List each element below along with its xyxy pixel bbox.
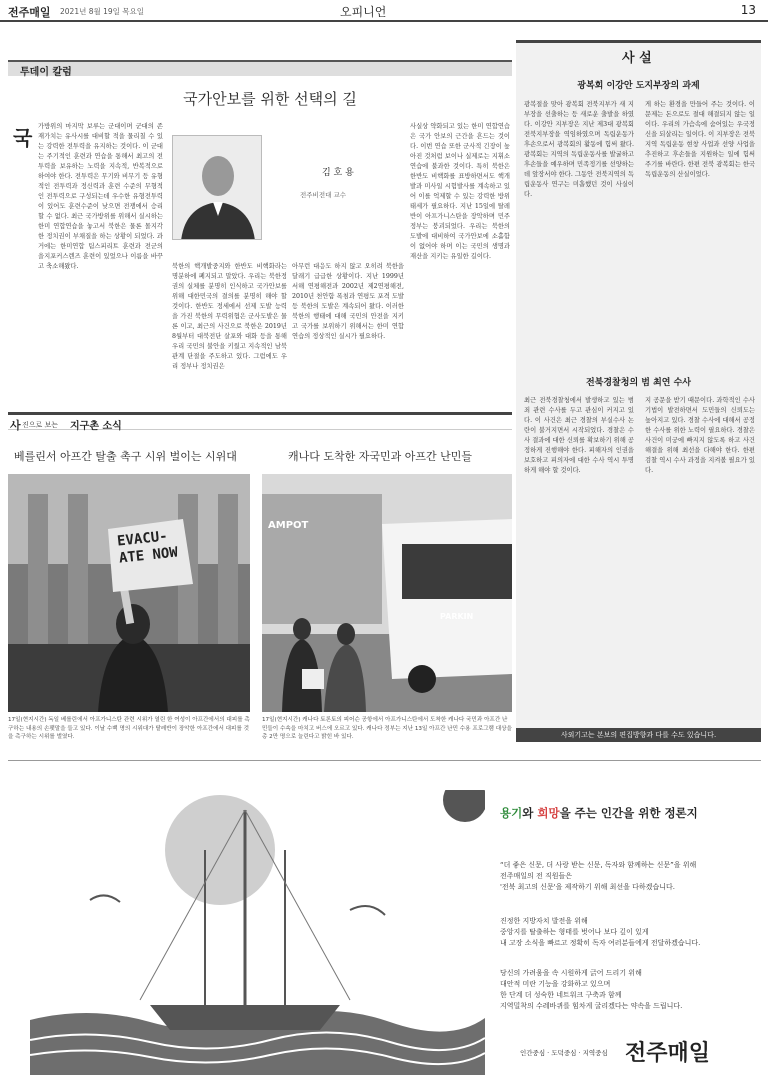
ad-line: '전북 최고의 신문'을 제작하기 위해 최선을 다하겠습니다. bbox=[500, 883, 675, 891]
column-body-col2: 북한의 핵개발중지와 한반도 비핵화라는 명분하에 폐지되고 말았다. 우리는 북한정권의 실체를 분명히 인식하고 국가안보를 위해 대한민국의 결의를 분명히 해야 할 것이다. 한반도 정세에서 선제 도발 능력을 가진 북한의 무력위협은 군사도발은 물론 이고, 최근의 사건으로 북한은 2019년 8월부터 대북전단 살포와 대화 등을 통해 우리 국민의 불안을 키웠고 지속적인 남북관계 단절을 주도하고 있다. 그럼에도 우리 정부나 정치권은 bbox=[172, 263, 287, 370]
column-title: 국가안보를 위한 선택의 길 bbox=[183, 90, 357, 108]
photo-news-tag-initial: 사 bbox=[10, 419, 21, 432]
column-body-col4: 사실상 약화되고 있는 한미 연합연습은 국가 안보의 근간을 흔드는 것이다. 이번 연습 또한 군사적 긴장이 높아진 것처럼 보이나 실제로는 지휘소 연습에 불과한 것이다. 특히 북한은 한반도 비핵화를 표방하면서도 핵개발과 미사일 시험발사를 계속하고 있어 이를 억제할 수 있는 강력한 방위태세가 필요하다. 지난 15일에 탈레반이 아프가니스탄을 장악하며 민주정부는 붕괴되었다. 우리는 북한의 도발에 대비하여 국가안보에 소홀함이 없어야 하며 이는 국민의 생명과 재산을 지키는 유일한 길이다. bbox=[410, 123, 510, 260]
column-tag-label: 투데이 칼럼 bbox=[20, 67, 72, 78]
ad-line: 전주매일의 전 직원들은 bbox=[500, 872, 573, 880]
building-sign-text: AMPOT bbox=[268, 520, 309, 531]
photo-1-headline: 베를린서 아프간 탈출 촉구 시위 벌이는 시위대 bbox=[14, 450, 237, 463]
ad-line: 지역밀착의 수레바퀴를 힘차게 굴리겠다는 약속을 드립니다. bbox=[500, 1002, 683, 1010]
page-number: 13 bbox=[740, 3, 756, 17]
ad-line: 대안적 미란 기능을 강화하고 있으며 bbox=[500, 980, 611, 988]
ad-line: 중앙지를 탈출하는 형태를 벗어나 보다 깊이 있게 bbox=[500, 928, 649, 936]
ad-paragraph-2 bbox=[500, 916, 700, 949]
ad-line: 내 고장 소식을 빠르고 정확히 독자 여러분들에게 전달하겠습니다. bbox=[500, 939, 701, 947]
bus-sign-text: PARKIN bbox=[440, 612, 474, 621]
ad-line: 진정한 지방자치 발전을 위해 bbox=[500, 917, 588, 925]
paper-name: 전주매일 bbox=[8, 6, 51, 19]
editorial-2-col2: 지 공문을 받기 때문이다. 과학적인 수사 기법이 발전하면서 도민들의 신뢰도는 높아지고 있다. 경찰 수사에 대해서 공정한 수사를 위한 노력이 필요하다. 경찰은 사건이 미궁에 빠지지 않도록 하고 사건 해결을 위해 최선을 다해야 한다. 한편 검찰 역시 수사 과정을 지켜볼 필요가 있다. bbox=[645, 397, 755, 474]
column-body-col3: 아무런 대응도 하지 않고 오히려 북한을 달래기 급급한 상황이다. 지난 1999년 서해 연평해전과 2002년 제2연평해전, 2010년 천안함 폭침과 연평도 포격 도발 등 북한의 도발은 계속되어 왔다. 이러한 북한의 행태에 대해 국민의 안전을 지키고 국가를 보위하기 위해서는 한미 연합연습의 정상적인 실시가 필요하다. bbox=[292, 263, 404, 340]
photo-1-caption: 17일(현지시간) 독일 베를린에서 아프가니스탄 관련 시위가 열린 한 여성이 아프간에서의 대피를 촉구하는 내용의 손팻말을 들고 있다. 이날 수백 명의 시위대가 탈레반이 장악한 아프간에서 대피를 것을 촉구하는 시위를 벌였다. bbox=[8, 717, 250, 740]
author-name: 김 호 용 bbox=[322, 168, 354, 178]
ad-brand-logo: 전주매일 bbox=[625, 1041, 711, 1066]
editorial-1-col2: 게 하는 환경을 만들어 주는 것이다. 이 문제는 돈으로도 절대 해결되지 않는 일이다. 우리의 가슴속에 숨어있는 우국정신을 되살리는 일이다. 이 지부장은 전북 지역 독립운동 현창 사업과 선양 사업을 추진하고 후손들을 지원하는 일에 힘써 주기를 바란다. 한편 전북 광복회는 한국 독립운동의 산실이었다. bbox=[645, 101, 755, 178]
editorial-2-col1: 최근 전북경찰청에서 발생하고 있는 범죄 관련 수사를 두고 관심이 커지고 있다. 이 사건은 최근 경찰의 부실수사 논란이 불거지면서 시작되었다. 경찰은 수사 결과에 대한 신뢰를 확보하기 위해 공정하게 진행해야 한다. 피해자의 인권을 보호하고 피의자에 대한 수사 역시 투명하게 해야 할 것이다. bbox=[524, 397, 634, 474]
column-tag-bar bbox=[8, 60, 512, 76]
ad-paragraph-3 bbox=[500, 968, 682, 1012]
editorial-2-title: 전북경찰청의 범 최연 수사 bbox=[585, 378, 692, 388]
editorial-disclaimer: 사외기고는 본보의 편집방향과 다를 수도 있습니다. bbox=[516, 728, 761, 742]
protest-sign-text: EVACU- ATE NOW bbox=[116, 528, 179, 567]
ad-headline-and: 와 bbox=[522, 806, 538, 820]
protest-photo bbox=[8, 474, 250, 712]
photo-2-caption: 17일(현지시간) 캐나다 토론토의 피어슨 공항에서 아프가니스탄에서 도착한 캐나다 국민과 아프간 난민들이 수속을 마치고 버스에 오르고 있다. 캐나다 정부는 지난 13일 아프간 난민 수용 프로그램 대상을 총 2만 명으로 늘린다고 밝힌 바 있다. bbox=[262, 717, 512, 740]
ad-headline bbox=[500, 805, 698, 821]
author-photo bbox=[172, 135, 262, 240]
photo-news-tag-bar bbox=[8, 412, 512, 430]
ad-headline-courage: 용기 bbox=[500, 806, 523, 820]
ad-line: “더 좋은 신문, 더 사랑 받는 신문, 독자와 함께하는 신문”을 위해 bbox=[500, 861, 697, 869]
author-role: 전주비전대 교수 bbox=[300, 191, 347, 199]
ad-headline-hope: 희망 bbox=[537, 806, 560, 820]
ad-line: 한 단계 더 성숙한 네트워크 구축과 함께 bbox=[500, 991, 622, 999]
drop-cap: 국 bbox=[13, 126, 33, 150]
ad-paragraph-1 bbox=[500, 860, 696, 893]
editorial-1-title: 광복회 이강안 도지부장의 과제 bbox=[577, 81, 700, 91]
editorial-label: 사 설 bbox=[622, 51, 652, 66]
editorial-1-col1: 광복절을 맞아 광복회 전북지부가 새 지부장을 선출하는 등 새로운 출발을 하였다. 이강안 지부장은 지난 제3대 광복회 전북지부장을 역임하였으며 독립운동가 후손으로서 광복회의 활동에 힘써 왔다. 광복회는 지역의 독립운동사를 발굴하고 후손들을 예우하며 민족정기를 선양하는 데 앞장서야 한다. 그동안 전북지역의 독립운동사 연구는 미흡했던 것이 사실이다. bbox=[524, 101, 634, 198]
sailboat-illustration bbox=[30, 790, 485, 1075]
ad-headline-rest: 을 주는 인간을 위한 정론지 bbox=[559, 806, 698, 820]
photo-2-headline: 캐나다 도착한 자국민과 아프간 난민들 bbox=[288, 450, 473, 463]
photo-news-tag-prefix: 진으로 보는 bbox=[22, 421, 59, 429]
photo-news-tag-title: 지구촌 소식 bbox=[70, 421, 122, 432]
section-title: 오피니언 bbox=[340, 5, 387, 19]
publication-date: 2021년 8월 19일 목요일 bbox=[60, 7, 145, 16]
column-body-col1: 가방위의 마지막 보루는 군대이며 군대의 존재가치는 유사시를 대비할 적을 물리칠 수 있는 강력한 전투력을 유지하는 것이다. 이 군대는 주기적인 훈련과 연습을 통해서 최고의 전투력을 보유하는 노력을 지속적, 반복적으로 하여야 한다. 전투력은 무기와 비무기 등 유형적인 전투력과 정신력과 훈련 수준의 무형적인 전투력으로 구성되는데 우수한 유형전투력이 있어도 훈련수준이 낮으면 전쟁에서 승리할 수 없다. 최근 국가방위를 위해서 실시하는 한미 연합연습을 놓고서 북한은 물론 몰지각한 정치권이 부채질을 하는 상황이 되었다. 과거에는 한미연합 팀스피리트 훈련과 전군의 을지포커스렌즈 훈련이 있었으나 이름을 바꾸고 축소해왔다. bbox=[38, 123, 163, 270]
ad-line: 당신의 가려움을 속 시원하게 긁어 드리기 위해 bbox=[500, 969, 642, 977]
ad-slogan: 인간중심 · 도덕중심 · 지역중심 bbox=[520, 1049, 608, 1057]
refugees-photo bbox=[262, 474, 512, 712]
